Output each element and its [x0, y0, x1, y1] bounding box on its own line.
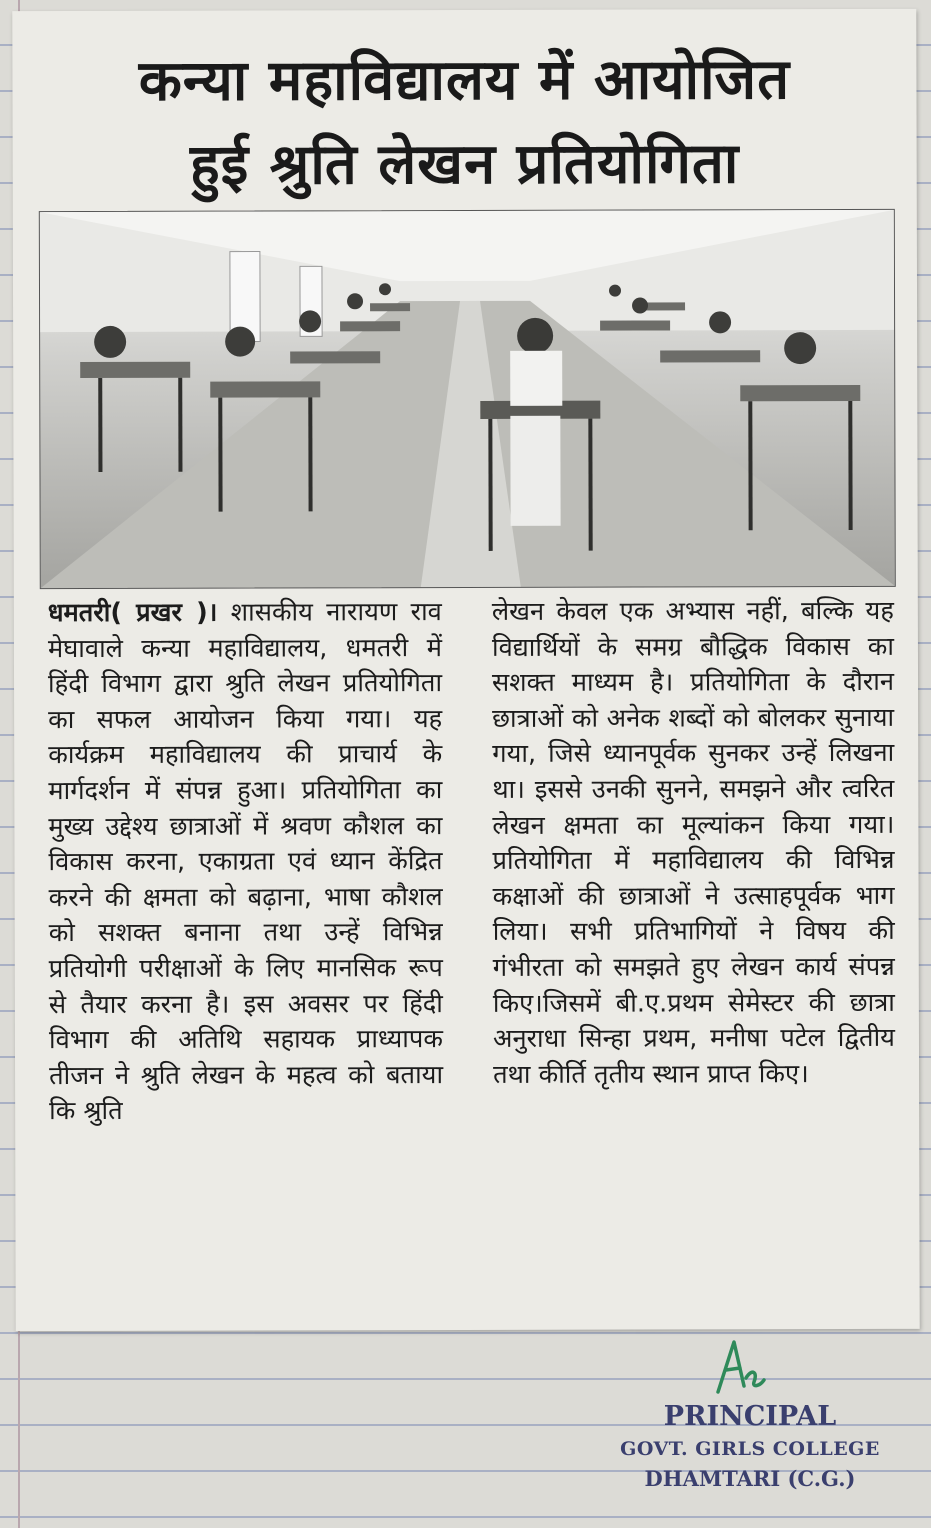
exam-hall-photo	[39, 209, 896, 589]
left-column-text: शासकीय नारायण राव मेघावाले कन्या महाविद्यालय, धमतरी में हिंदी विभाग द्वारा श्रुति लेखन प्रतियोगिता का सफल आयोजन किया गया। यह कार्यक्रम महाविद्यालय की प्राचार्य के मार्गदर्शन में संपन्न हुआ। प्रतियोगिता का मुख्य उद्देश्य छात्राओं में श्रवण कौशल का विकास करना, एकाग्रता एवं ध्यान केंद्रित करने की क्षमता को बढ़ाना, भाषा कौशल को सशक्त बनाना तथा उन्हें विभिन्न प्रतियोगी परीक्षाओं के लिए मानसिक रूप से तैयार करना है। इस अवसर पर हिंदी विभाग की अतिथि सहायक प्राध्यापक तीजन ने श्रुति लेखन के महत्व को बताया कि श्रुति	[47, 597, 444, 1127]
article-column-left	[48, 595, 443, 1130]
headline-line-2: हुई श्रुति लेखन प्रतियोगिता	[189, 131, 740, 198]
stamp-location: DHAMTARI (C.G.)	[644, 1466, 856, 1491]
signature-mark	[700, 1328, 780, 1408]
exam-hall-illustration	[40, 210, 895, 588]
headline-line-1: कन्या महाविद्यालय में आयोजित	[138, 47, 791, 114]
article-column-right: लेखन केवल एक अभ्यास नहीं, बल्कि यह विद्यार्थियों के समग्र बौद्धिक विकास का सशक्त माध्यम है। प्रतियोगिता के दौरान छात्राओं को अनेक शब्दों को बोलकर सुनाया गया, जिसे ध्यानपूर्वक सुनकर उन्हें लिखना था। इससे उनकी सुनने, समझने और त्वरित लेखन क्षमता का मूल्यांकन किया गया। प्रतियोगिता में महाविद्यालय की विभिन्न कक्षाओं की छात्राओं ने उत्साहपूर्वक भाग लिया। सभी प्रतिभागियों ने विषय की गंभीरता को समझते हुए लेखन कार्य संपन्न किए।जिसमें बी.ए.प्रथम सेमेस्टर की छात्रा अनुराधा सिन्हा प्रथम, मनीषा पटेल द्वितीय तथा कीर्ति तृतीय स्थान प्राप्त किए।	[491, 595, 896, 1090]
stamp-title: PRINCIPAL	[663, 1401, 837, 1432]
newspaper-clipping	[12, 9, 919, 1331]
dateline: धमतरी( प्रखर )।	[47, 597, 218, 629]
stamp-college: GOVT. GIRLS COLLEGE	[620, 1438, 880, 1460]
principal-stamp	[600, 1400, 900, 1494]
